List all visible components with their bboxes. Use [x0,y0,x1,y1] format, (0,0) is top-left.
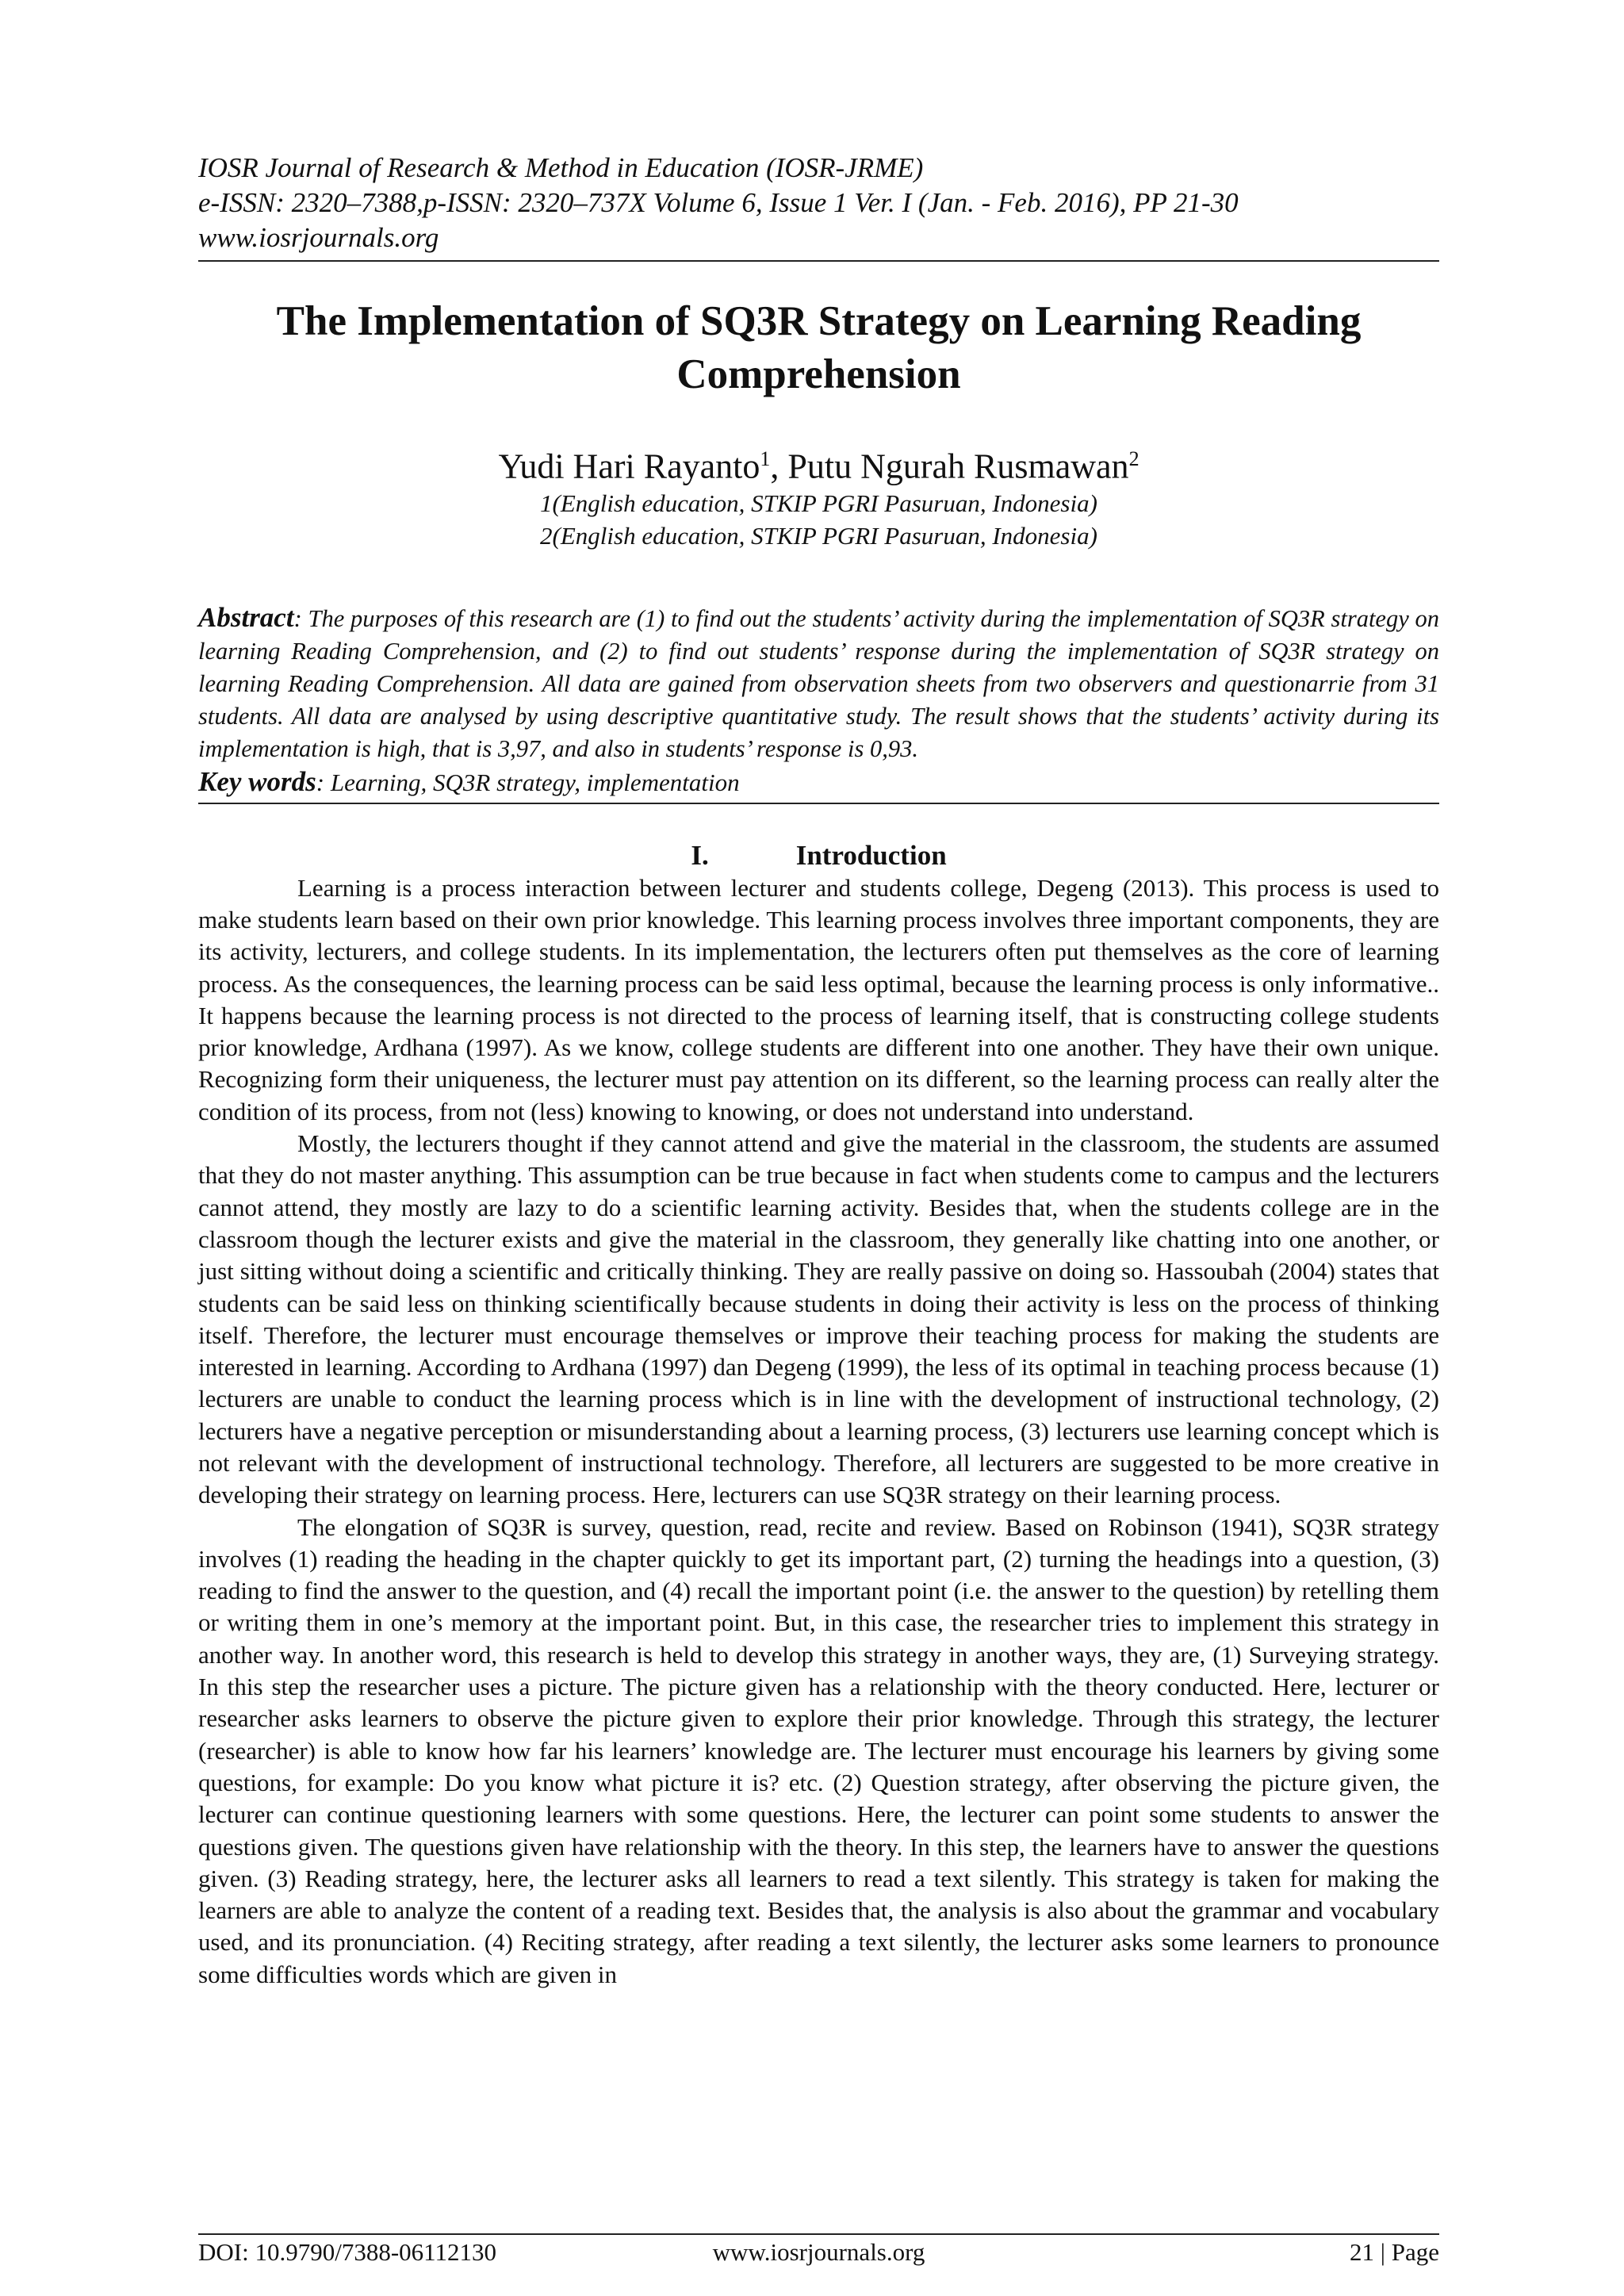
affiliation: 1(English education, STKIP PGRI Pasuruan, Indonesia) [540,489,1097,517]
body-paragraph: The elongation of SQ3R is survey, question, read, recite and review. Based on Robinson (1941), SQ3R strategy involves (1) reading the heading in the chapter quickly to get its important part, (2) turning the headings into a question, (3) reading to find the answer to the question, and (4) recall the important point (i.e. the answer to the question) by retelling them or writing them in one’s memory at the important point. But, in this case, the researcher tries to implement this strategy in another way. In another word, this research is held to develop this strategy in another ways, they are, (1) Surveying strategy. In this step the researcher uses a picture. The picture given has a relationship with the theory conducted. Here, lecturer or researcher asks learners to observe the picture given to explore their prior knowledge. Through this strategy, the lecturer (researcher) is able to know how far his learners’ knowledge are. The lecturer must encourage his learners by giving some questions, for example: Do you know what picture it is? etc. (2) Question strategy, after observing the picture given, the lecturer can continue questioning learners with some questions. Here, the lecturer can point some students to answer the questions given. The questions given have relationship with the theory. In this step, the learners have to answer the questions given. (3) Reading strategy, here, the lecturer asks all learners to read a text silently. This strategy is taken for making the learners are able to analyze the content of a reading text. Besides that, the analysis is also about the grammar and vocabulary used, and its pronunciation. (4) Reciting strategy, after reading a text silently, the lecturer asks some learners to pronounce some difficulties words which are given in [198,1512,1439,1988]
keywords [198,765,1439,799]
abstract [198,601,1439,765]
author-name: Yudi Hari Rayanto [498,447,760,486]
header-divider [198,260,1439,262]
abstract-text: : The purposes of this research are (1) to find out the students’ activity during the implementation of SQ3R strategy on learning Reading Comprehension, and (2) to find out students’ response during the implementation of SQ3R strategy on learning Reading Comprehension. All data are gained from observation sheets from two observers and questionarrie from 31 students. All data are analysed by using descriptive quantitative study. The result shows that the students’ activity during its implementation is high, that is 3,97, and also in students’ response is 0,93. [198,604,1439,762]
abstract-label: Abstract [198,601,294,633]
affiliation: 2(English education, STKIP PGRI Pasuruan, Indonesia) [540,521,1097,550]
journal-issn: e-ISSN: 2320–7388,p-ISSN: 2320–737X Volume 6, Issue 1 Ver. I (Jan. - Feb. 2016), PP 21-30 [198,187,1239,218]
keywords-text: : Learning, SQ3R strategy, implementation [316,768,740,796]
author-superscript: 2 [1128,447,1139,470]
footer-website: www.iosrjournals.org [712,2238,925,2266]
footer-page-number: 21 | Page [1350,2238,1439,2266]
journal-website: www.iosrjournals.org [198,222,439,253]
section-number: I. [691,839,709,871]
keywords-divider [198,803,1439,804]
page-footer [198,2233,1439,2268]
section-title: Introduction [795,839,947,871]
author-separator: , [770,447,788,486]
author-superscript: 1 [760,447,771,470]
journal-name: IOSR Journal of Research & Method in Education (IOSR-JRME) [198,152,924,183]
journal-header [198,151,1439,255]
body-paragraph: Mostly, the lecturers thought if they cannot attend and give the material in the classroom, the students are assumed that they do not master anything. This assumption can be true because in fact when students come to campus and the lecturers cannot attend, they mostly are lazy to do a scientific learning activity. Besides that, when the students college are in the classroom though the lecturer exists and give the material in the classroom, they generally like chatting into one another, or just sitting without doing a scientific and critically thinking. They are really passive on doing so. Hassoubah (2004) states that students can be said less on thinking scientifically because students in doing their activity is less on the process of thinking itself. Therefore, the lecturer must encourage themselves or improve their teaching process for making the students are interested in learning. According to Ardhana (1997) dan Degeng (1999), the less of its optimal in teaching process because (1) lecturers are unable to conduct the learning process which is in line with the development of instructional technology, (2) lecturers have a negative perception or misunderstanding about a learning process, (3) lecturers use learning concept which is not relevant with the development of instructional technology. Therefore, all lecturers are suggested to be more creative in developing their strategy on learning process. Here, lecturers can use SQ3R strategy on their learning process. [198,1129,1439,1509]
section-heading [198,839,1439,872]
keywords-label: Key words [198,765,316,797]
body-paragraph: Learning is a process interaction between lecturer and students college, Degeng (2013). This process is used to make students learn based on their own prior knowledge. This learning process involves three important components, they are its activity, lecturers, and college students. In its implementation, the lecturers often put themselves as the core of learning process. As the consequences, the learning process can be said less optimal, because the learning process is only informative.. It happens because the learning process is not directed to the process of learning itself, that is constructing college students prior knowledge, Ardhana (1997). As we know, college students are different into one another. They have their own unique. Recognizing form their uniqueness, the lecturer must pay attention on its different, so the learning process can really alter the condition of its process, from not (less) knowing to knowing, or does not understand into understand. [198,873,1439,1125]
section-body [198,872,1439,1991]
author-name: Putu Ngurah Rusmawan [787,447,1129,486]
paper-title: The Implementation of SQ3R Strategy on Learning Reading Comprehension [276,298,1362,397]
footer-doi: DOI: 10.9790/7388-06112130 [198,2238,496,2266]
author-line [198,439,1439,487]
paper-page [198,151,1439,1991]
